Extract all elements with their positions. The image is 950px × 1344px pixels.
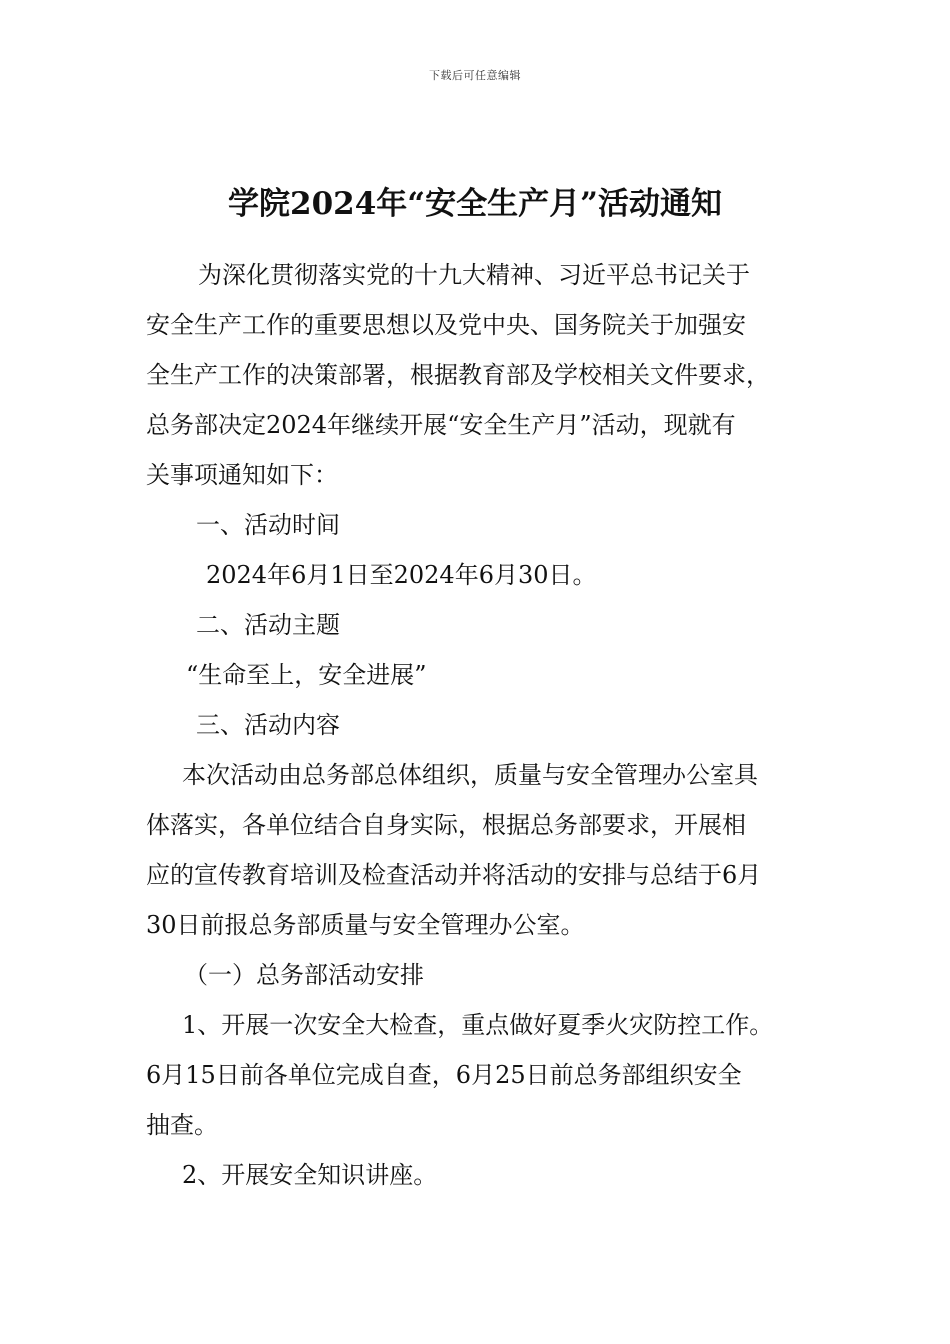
item-line: 抽查。 <box>146 1111 218 1139</box>
header-note: 下载后可任意编辑 <box>429 69 521 82</box>
content-line: 30日前报总务部质量与安全管理办公室。 <box>146 911 585 939</box>
intro-line: 安全生产工作的重要思想以及党中央、国务院关于加强安 <box>146 311 746 339</box>
item-line: 2、开展安全知识讲座。 <box>182 1161 438 1189</box>
section-heading-time: 一、活动时间 <box>196 511 340 539</box>
content-line: 本次活动由总务部总体组织，质量与安全管理办公室具 <box>182 761 758 789</box>
activity-date: 2024年6月1日至2024年6月30日。 <box>206 561 597 589</box>
subsection-heading: （一）总务部活动安排 <box>184 961 424 989</box>
section-heading-theme: 二、活动主题 <box>196 611 340 639</box>
intro-line: 关事项通知如下： <box>146 461 338 489</box>
content-line: 应的宣传教育培训及检查活动并将活动的安排与总结于6月 <box>146 861 762 889</box>
activity-theme: “生命至上，安全进展” <box>186 661 427 689</box>
document-body <box>146 250 806 1200</box>
intro-line: 全生产工作的决策部署，根据教育部及学校相关文件要求， <box>146 361 770 389</box>
content-line: 体落实，各单位结合自身实际，根据总务部要求，开展相 <box>146 811 746 839</box>
intro-line: 总务部决定2024年继续开展“安全生产月”活动，现就有 <box>146 411 736 439</box>
section-heading-content: 三、活动内容 <box>196 711 340 739</box>
item-line: 1、开展一次安全大检查，重点做好夏季火灾防控工作。 <box>182 1011 774 1039</box>
item-line: 6月15日前各单位完成自查，6月25日前总务部组织安全 <box>146 1061 742 1089</box>
intro-line: 为深化贯彻落实党的十九大精神、习近平总书记关于 <box>198 261 750 289</box>
document-title: 学院2024年“安全生产月”活动通知 <box>228 186 722 222</box>
